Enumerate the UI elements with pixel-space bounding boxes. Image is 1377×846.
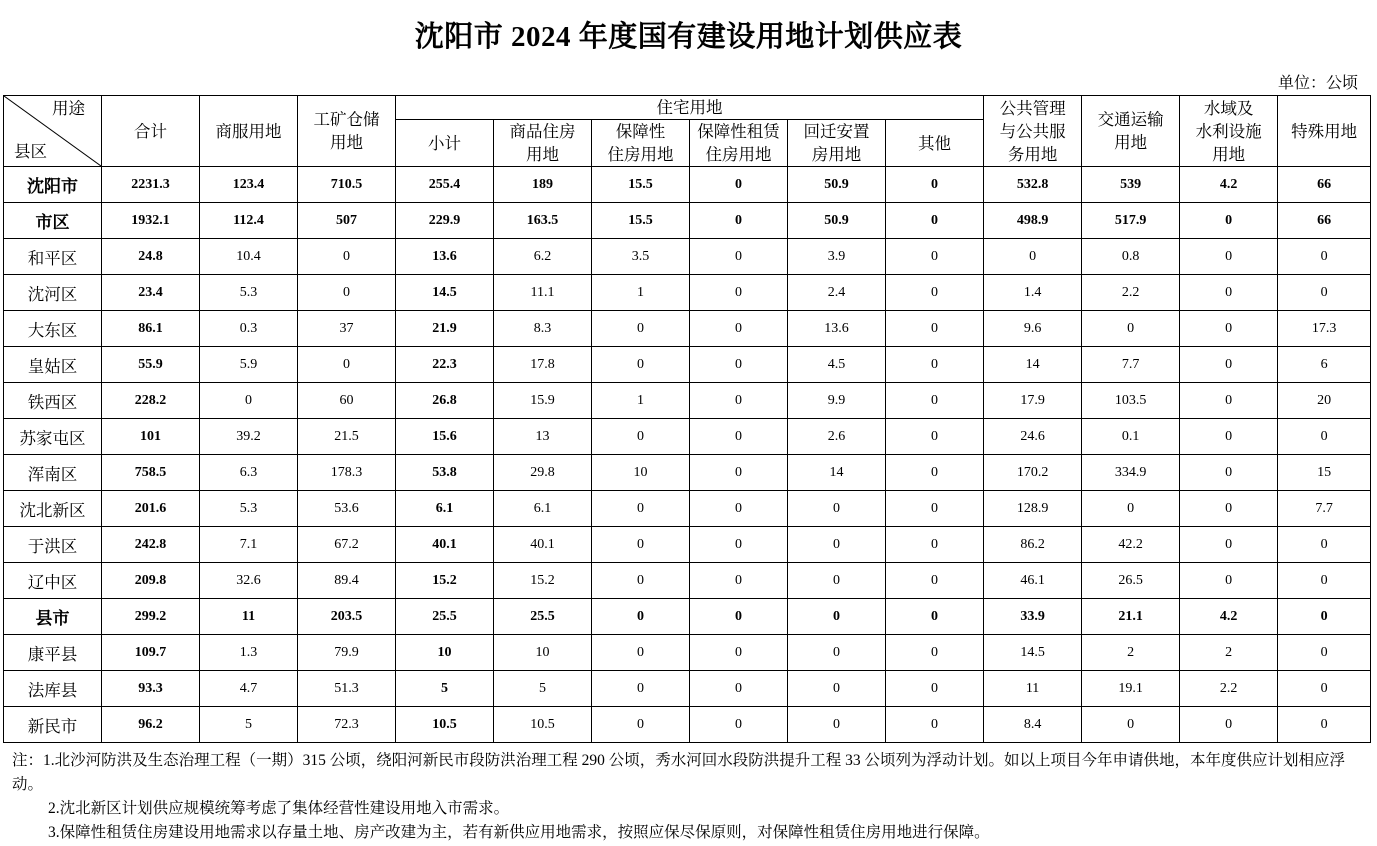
table-cell: 67.2: [298, 527, 396, 563]
table-row: [4, 707, 1371, 743]
table-cell: 0: [788, 527, 886, 563]
table-cell: 0: [1180, 275, 1278, 311]
table-cell: 0: [690, 419, 788, 455]
table-cell: 21.1: [1082, 599, 1180, 635]
col-header-industrial-line2: 用地: [330, 133, 363, 152]
table-cell: 0: [1278, 635, 1371, 671]
table-cell: 539: [1082, 167, 1180, 203]
table-cell: 51.3: [298, 671, 396, 707]
table-cell: 66: [1278, 203, 1371, 239]
table-cell: 4.2: [1180, 599, 1278, 635]
corner-header: [4, 96, 102, 167]
table-cell: 17.8: [494, 347, 592, 383]
table-cell: 15.6: [396, 419, 494, 455]
table-cell: 0: [1180, 347, 1278, 383]
table-cell: 0: [788, 563, 886, 599]
table-cell: 25.5: [494, 599, 592, 635]
col-header-res-resettle-line1: 回迁安置: [803, 122, 870, 141]
col-group-header-residential: 住宅用地: [396, 96, 984, 120]
table-cell: 96.2: [102, 707, 200, 743]
table-cell: 0: [886, 563, 984, 599]
table-cell: 0: [690, 203, 788, 239]
table-cell: 26.8: [396, 383, 494, 419]
table-cell: 0: [886, 527, 984, 563]
table-cell: 15.5: [592, 203, 690, 239]
table-cell: 10.4: [200, 239, 298, 275]
table-cell: 24.6: [984, 419, 1082, 455]
table-cell: 4.2: [1180, 167, 1278, 203]
table-cell: 1: [592, 275, 690, 311]
table-cell: 0: [886, 455, 984, 491]
table-cell: 0: [298, 347, 396, 383]
table-cell: 46.1: [984, 563, 1082, 599]
table-cell: 9.9: [788, 383, 886, 419]
table-cell: 178.3: [298, 455, 396, 491]
table-cell: 14: [984, 347, 1082, 383]
table-cell: 0: [592, 419, 690, 455]
table-cell: 203.5: [298, 599, 396, 635]
table-cell: 209.8: [102, 563, 200, 599]
table-cell: 0: [592, 635, 690, 671]
table-cell: 0: [592, 491, 690, 527]
table-cell: 7.7: [1082, 347, 1180, 383]
table-cell: 0.3: [200, 311, 298, 347]
table-cell: 25.5: [396, 599, 494, 635]
table-cell: 10: [494, 635, 592, 671]
col-header-res-affordable-line2: 住房用地: [607, 145, 674, 164]
col-header-transport: [1082, 96, 1180, 167]
table-row: [4, 527, 1371, 563]
col-header-public: [984, 96, 1082, 167]
table-cell: 0: [690, 239, 788, 275]
col-header-water-line3: 用地: [1212, 144, 1246, 164]
table-cell: 66: [1278, 167, 1371, 203]
table-cell: 11: [984, 671, 1082, 707]
table-cell: 0: [1278, 563, 1371, 599]
table-cell: 242.8: [102, 527, 200, 563]
table-cell: 0: [690, 527, 788, 563]
row-district-name: 于洪区: [4, 527, 102, 563]
table-cell: 0: [1278, 671, 1371, 707]
table-cell: 112.4: [200, 203, 298, 239]
table-cell: 2231.3: [102, 167, 200, 203]
table-cell: 0: [886, 167, 984, 203]
table-cell: 163.5: [494, 203, 592, 239]
table-cell: 0: [1180, 527, 1278, 563]
table-cell: 13: [494, 419, 592, 455]
table-row: [4, 383, 1371, 419]
table-cell: 0: [690, 707, 788, 743]
table-cell: 50.9: [788, 203, 886, 239]
table-cell: 0: [886, 599, 984, 635]
col-header-res-commodity: [494, 120, 592, 167]
col-header-transport-line1: 交通运输: [1097, 110, 1164, 129]
table-cell: 42.2: [1082, 527, 1180, 563]
corner-bottom-label: 县区: [14, 142, 47, 161]
table-cell: 0: [1278, 527, 1371, 563]
table-row: [4, 167, 1371, 203]
table-cell: 228.2: [102, 383, 200, 419]
table-cell: 7.1: [200, 527, 298, 563]
table-cell: 4.7: [200, 671, 298, 707]
col-header-res-rental-line2: 住房用地: [705, 145, 772, 164]
table-cell: 532.8: [984, 167, 1082, 203]
row-district-name: 和平区: [4, 239, 102, 275]
table-body: [4, 167, 1371, 743]
table-cell: 29.8: [494, 455, 592, 491]
table-cell: 0: [1180, 563, 1278, 599]
table-cell: 2.2: [1180, 671, 1278, 707]
table-cell: 14.5: [396, 275, 494, 311]
table-cell: 93.3: [102, 671, 200, 707]
table-cell: 2.4: [788, 275, 886, 311]
table-cell: 0: [886, 275, 984, 311]
table-cell: 15.2: [494, 563, 592, 599]
table-cell: 498.9: [984, 203, 1082, 239]
table-row: [4, 455, 1371, 491]
table-cell: 60: [298, 383, 396, 419]
table-cell: 0: [788, 599, 886, 635]
table-header: [4, 96, 1371, 167]
col-header-res-affordable-line1: 保障性: [615, 122, 666, 141]
table-cell: 0: [1278, 419, 1371, 455]
col-header-res-affordable: [592, 120, 690, 167]
table-row: [4, 491, 1371, 527]
table-cell: 19.1: [1082, 671, 1180, 707]
table-cell: 0: [886, 311, 984, 347]
table-cell: 5.9: [200, 347, 298, 383]
table-cell: 1: [592, 383, 690, 419]
table-row: [4, 671, 1371, 707]
table-cell: 0: [1278, 275, 1371, 311]
col-header-special: 特殊用地: [1278, 96, 1371, 167]
table-cell: 3.5: [592, 239, 690, 275]
col-header-res-other: 其他: [886, 120, 984, 167]
table-cell: 0: [1180, 491, 1278, 527]
table-cell: 0: [690, 383, 788, 419]
table-row: [4, 239, 1371, 275]
table-cell: 0: [592, 671, 690, 707]
table-cell: 5: [200, 707, 298, 743]
row-district-name: 沈阳市: [4, 167, 102, 203]
table-cell: 33.9: [984, 599, 1082, 635]
table-cell: 2: [1180, 635, 1278, 671]
table-cell: 14.5: [984, 635, 1082, 671]
table-cell: 758.5: [102, 455, 200, 491]
table-cell: 10: [592, 455, 690, 491]
table-cell: 0: [1278, 599, 1371, 635]
table-cell: 0: [886, 671, 984, 707]
table-cell: 0: [886, 203, 984, 239]
table-cell: 0: [298, 239, 396, 275]
table-cell: 6.1: [396, 491, 494, 527]
table-cell: 1932.1: [102, 203, 200, 239]
table-cell: 0: [592, 707, 690, 743]
table-cell: 0: [690, 563, 788, 599]
table-cell: 15: [1278, 455, 1371, 491]
table-cell: 6.2: [494, 239, 592, 275]
table-row: [4, 203, 1371, 239]
table-cell: 201.6: [102, 491, 200, 527]
table-cell: 5: [494, 671, 592, 707]
table-cell: 10: [396, 635, 494, 671]
table-cell: 26.5: [1082, 563, 1180, 599]
col-header-water: [1180, 96, 1278, 167]
table-cell: 21.9: [396, 311, 494, 347]
col-header-res-commodity-line2: 用地: [526, 145, 559, 164]
table-cell: 3.9: [788, 239, 886, 275]
table-cell: 0: [886, 347, 984, 383]
table-row: [4, 635, 1371, 671]
table-cell: 10.5: [396, 707, 494, 743]
table-cell: 21.5: [298, 419, 396, 455]
col-header-water-line2: 水利设施: [1195, 121, 1262, 141]
table-cell: 20: [1278, 383, 1371, 419]
table-cell: 24.8: [102, 239, 200, 275]
land-supply-table: [3, 95, 1371, 743]
row-district-name: 浑南区: [4, 455, 102, 491]
table-cell: 15.2: [396, 563, 494, 599]
row-district-name: 苏家屯区: [4, 419, 102, 455]
row-district-name: 市区: [4, 203, 102, 239]
table-cell: 0: [886, 383, 984, 419]
table-cell: 32.6: [200, 563, 298, 599]
table-cell: 55.9: [102, 347, 200, 383]
row-district-name: 沈北新区: [4, 491, 102, 527]
table-cell: 89.4: [298, 563, 396, 599]
table-cell: 0: [886, 635, 984, 671]
table-cell: 53.8: [396, 455, 494, 491]
col-header-industrial-line1: 工矿仓储: [313, 110, 380, 129]
table-cell: 0: [788, 491, 886, 527]
table-cell: 0: [788, 707, 886, 743]
table-cell: 0: [690, 311, 788, 347]
table-cell: 37: [298, 311, 396, 347]
table-cell: 0: [1082, 707, 1180, 743]
table-cell: 0: [1180, 419, 1278, 455]
table-row: [4, 347, 1371, 383]
col-header-res-rental: [690, 120, 788, 167]
table-cell: 189: [494, 167, 592, 203]
table-cell: 23.4: [102, 275, 200, 311]
table-cell: 103.5: [1082, 383, 1180, 419]
table-cell: 0: [690, 167, 788, 203]
table-row: [4, 563, 1371, 599]
table-cell: 72.3: [298, 707, 396, 743]
footnotes: [12, 749, 1367, 845]
table-cell: 0: [1180, 239, 1278, 275]
table-cell: 109.7: [102, 635, 200, 671]
table-cell: 0: [592, 599, 690, 635]
table-cell: 123.4: [200, 167, 298, 203]
table-row: [4, 275, 1371, 311]
table-cell: 1.3: [200, 635, 298, 671]
table-cell: 0: [886, 239, 984, 275]
table-cell: 8.3: [494, 311, 592, 347]
table-cell: 2.6: [788, 419, 886, 455]
table-cell: 0: [984, 239, 1082, 275]
table-cell: 101: [102, 419, 200, 455]
table-cell: 50.9: [788, 167, 886, 203]
table-cell: 170.2: [984, 455, 1082, 491]
table-cell: 0: [886, 419, 984, 455]
col-header-res-subtotal: 小计: [396, 120, 494, 167]
table-cell: 0: [1278, 707, 1371, 743]
table-cell: 0: [1082, 311, 1180, 347]
table-cell: 710.5: [298, 167, 396, 203]
table-cell: 0: [1180, 203, 1278, 239]
table-cell: 0: [592, 563, 690, 599]
row-district-name: 铁西区: [4, 383, 102, 419]
table-cell: 0: [690, 455, 788, 491]
table-cell: 86.1: [102, 311, 200, 347]
row-district-name: 辽中区: [4, 563, 102, 599]
corner-top-label: 用途: [52, 99, 85, 118]
table-cell: 15.9: [494, 383, 592, 419]
table-cell: 0: [1180, 455, 1278, 491]
footnote-2: 2.沈北新区计划供应规模统筹考虑了集体经营性建设用地入市需求。: [48, 800, 510, 817]
table-cell: 0: [592, 527, 690, 563]
table-cell: 334.9: [1082, 455, 1180, 491]
page-title: 沈阳市 2024 年度国有建设用地计划供应表: [414, 21, 963, 53]
row-district-name: 新民市: [4, 707, 102, 743]
table-cell: 255.4: [396, 167, 494, 203]
row-district-name: 皇姑区: [4, 347, 102, 383]
table-cell: 0.8: [1082, 239, 1180, 275]
table-cell: 0: [1180, 383, 1278, 419]
col-header-industrial: [298, 96, 396, 167]
table-cell: 6.3: [200, 455, 298, 491]
table-cell: 4.5: [788, 347, 886, 383]
table-cell: 79.9: [298, 635, 396, 671]
col-header-public-line2: 与公共服: [999, 121, 1066, 141]
col-header-water-line1: 水域及: [1203, 98, 1254, 118]
table-cell: 40.1: [494, 527, 592, 563]
table-cell: 6.1: [494, 491, 592, 527]
unit-label: 单位：公顷: [1277, 75, 1358, 92]
footnote-3: 3.保障性租赁住房建设用地需求以存量土地、房产改建为主，若有新供应用地需求，按照应保尽保原则，对保障性租赁住房用地进行保障。: [48, 824, 990, 841]
row-district-name: 康平县: [4, 635, 102, 671]
table-cell: 0: [886, 707, 984, 743]
table-cell: 7.7: [1278, 491, 1371, 527]
table-cell: 0: [1082, 491, 1180, 527]
table-cell: 13.6: [396, 239, 494, 275]
table-cell: 0: [886, 491, 984, 527]
col-header-res-resettle-line2: 房用地: [811, 145, 862, 164]
table-cell: 22.3: [396, 347, 494, 383]
table-cell: 2.2: [1082, 275, 1180, 311]
table-cell: 53.6: [298, 491, 396, 527]
table-cell: 517.9: [1082, 203, 1180, 239]
footnote-1: 注：1.北沙河防洪及生态治理工程（一期）315 公顷，绕阳河新民市段防洪治理工程 290 公顷，秀水河回水段防洪提升工程 33 公顷列为浮动计划。如以上项目今年申请供地，本年度供应计划相应浮动。: [12, 752, 1346, 793]
table-cell: 0: [788, 671, 886, 707]
row-district-name: 县市: [4, 599, 102, 635]
table-cell: 2: [1082, 635, 1180, 671]
table-cell: 10.5: [494, 707, 592, 743]
col-header-res-resettle: [788, 120, 886, 167]
table-cell: 0.1: [1082, 419, 1180, 455]
table-cell: 0: [690, 491, 788, 527]
table-cell: 1.4: [984, 275, 1082, 311]
table-cell: 0: [690, 671, 788, 707]
table-cell: 0: [1180, 311, 1278, 347]
table-cell: 39.2: [200, 419, 298, 455]
row-district-name: 沈河区: [4, 275, 102, 311]
table-cell: 13.6: [788, 311, 886, 347]
table-cell: 0: [690, 347, 788, 383]
table-cell: 299.2: [102, 599, 200, 635]
table-cell: 9.6: [984, 311, 1082, 347]
col-header-transport-line2: 用地: [1114, 133, 1148, 152]
table-cell: 507: [298, 203, 396, 239]
col-header-res-rental-line1: 保障性租赁: [697, 122, 780, 141]
table-cell: 6: [1278, 347, 1371, 383]
row-district-name: 法库县: [4, 671, 102, 707]
table-row: [4, 311, 1371, 347]
col-header-res-commodity-line1: 商品住房: [509, 122, 576, 141]
col-header-total: 合计: [102, 96, 200, 167]
table-cell: 14: [788, 455, 886, 491]
table-cell: 0: [690, 275, 788, 311]
row-district-name: 大东区: [4, 311, 102, 347]
table-row: [4, 419, 1371, 455]
table-cell: 0: [1180, 707, 1278, 743]
table-cell: 0: [690, 599, 788, 635]
table-cell: 229.9: [396, 203, 494, 239]
table-cell: 11: [200, 599, 298, 635]
table-cell: 0: [1278, 239, 1371, 275]
table-row: [4, 599, 1371, 635]
table-cell: 128.9: [984, 491, 1082, 527]
table-cell: 5.3: [200, 275, 298, 311]
table-cell: 0: [690, 635, 788, 671]
table-cell: 0: [592, 311, 690, 347]
col-header-commercial: 商服用地: [200, 96, 298, 167]
table-cell: 0: [592, 347, 690, 383]
table-cell: 5.3: [200, 491, 298, 527]
col-header-public-line1: 公共管理: [999, 98, 1066, 118]
table-cell: 0: [298, 275, 396, 311]
table-cell: 11.1: [494, 275, 592, 311]
table-cell: 0: [788, 635, 886, 671]
table-cell: 40.1: [396, 527, 494, 563]
table-cell: 0: [200, 383, 298, 419]
col-header-public-line3: 务用地: [1007, 144, 1058, 164]
table-cell: 17.9: [984, 383, 1082, 419]
table-cell: 15.5: [592, 167, 690, 203]
table-cell: 8.4: [984, 707, 1082, 743]
table-cell: 5: [396, 671, 494, 707]
table-cell: 17.3: [1278, 311, 1371, 347]
table-cell: 86.2: [984, 527, 1082, 563]
